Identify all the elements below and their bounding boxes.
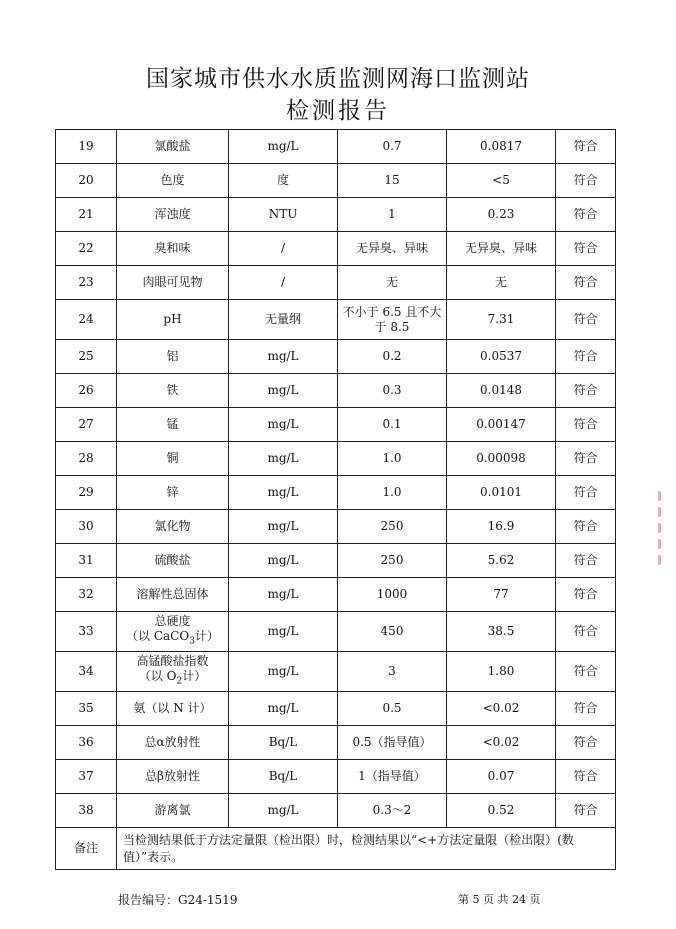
cell-result: 0.52 <box>447 794 556 828</box>
cell-unit: / <box>229 266 338 300</box>
seal-edge-mark <box>656 485 664 605</box>
cell-verdict: 符合 <box>556 652 616 692</box>
cell-verdict: 符合 <box>556 442 616 476</box>
cell-limit: 1（指导值） <box>338 760 447 794</box>
cell-no: 22 <box>56 232 117 266</box>
cell-unit: 度 <box>229 164 338 198</box>
cell-no: 29 <box>56 476 117 510</box>
cell-unit: mg/L <box>229 652 338 692</box>
cell-verdict: 符合 <box>556 232 616 266</box>
page-indicator: 第 5 页 共 24 页 <box>458 893 541 906</box>
cell-item-line1: 总硬度 <box>154 613 191 628</box>
cell-no: 19 <box>56 130 117 164</box>
cell-verdict: 符合 <box>556 612 616 652</box>
table-row <box>56 760 616 794</box>
cell-no: 37 <box>56 760 117 794</box>
cell-no: 23 <box>56 266 117 300</box>
cell-result: 0.0817 <box>447 130 556 164</box>
table-row <box>56 232 616 266</box>
cell-result: 1.80 <box>447 652 556 692</box>
cell-result: 16.9 <box>447 510 556 544</box>
cell-item <box>117 612 229 652</box>
cell-limit: 1.0 <box>338 442 447 476</box>
cell-no: 26 <box>56 374 117 408</box>
table-row <box>56 652 616 692</box>
cell-item: 溶解性总固体 <box>117 578 229 612</box>
cell-limit: 1.0 <box>338 476 447 510</box>
table-row <box>56 130 616 164</box>
cell-verdict: 符合 <box>556 300 616 340</box>
cell-result: <5 <box>447 164 556 198</box>
cell-unit: mg/L <box>229 340 338 374</box>
cell-verdict: 符合 <box>556 726 616 760</box>
cell-limit: 0.3 <box>338 374 447 408</box>
table-row <box>56 510 616 544</box>
cell-no: 33 <box>56 612 117 652</box>
cell-unit: 无量纲 <box>229 300 338 340</box>
cell-limit: 250 <box>338 544 447 578</box>
results-table <box>55 129 616 870</box>
cell-unit: mg/L <box>229 794 338 828</box>
cell-item-line2 <box>119 629 226 649</box>
cell-item: 锌 <box>117 476 229 510</box>
note-label: 备注 <box>56 828 117 870</box>
cell-no: 31 <box>56 544 117 578</box>
cell-item: 浑浊度 <box>117 198 229 232</box>
cell-result: 0.00098 <box>447 442 556 476</box>
table-row <box>56 692 616 726</box>
cell-limit: 250 <box>338 510 447 544</box>
cell-item-line2-sub: 3 <box>189 636 195 647</box>
cell-unit: mg/L <box>229 374 338 408</box>
cell-item: 臭和味 <box>117 232 229 266</box>
cell-unit: Bq/L <box>229 760 338 794</box>
cell-limit: 无异臭、异味 <box>338 232 447 266</box>
table-row <box>56 164 616 198</box>
cell-item: 色度 <box>117 164 229 198</box>
report-number: 报告编号：G24-1519 <box>118 893 238 907</box>
table-row <box>56 198 616 232</box>
cell-result: 无 <box>447 266 556 300</box>
cell-no: 35 <box>56 692 117 726</box>
cell-limit: 0.5 <box>338 692 447 726</box>
cell-unit: mg/L <box>229 476 338 510</box>
cell-limit: 3 <box>338 652 447 692</box>
cell-item: 肉眼可见物 <box>117 266 229 300</box>
cell-limit: 450 <box>338 612 447 652</box>
table-row <box>56 612 616 652</box>
cell-item-line2-post: 计） <box>194 628 219 643</box>
cell-limit: 0.2 <box>338 340 447 374</box>
cell-no: 36 <box>56 726 117 760</box>
cell-item: 氨（以 N 计） <box>117 692 229 726</box>
table-row <box>56 300 616 340</box>
cell-unit: NTU <box>229 198 338 232</box>
cell-result: 0.00147 <box>447 408 556 442</box>
table-row <box>56 794 616 828</box>
cell-item: 氯酸盐 <box>117 130 229 164</box>
table-row <box>56 374 616 408</box>
cell-item-line2-post: 计） <box>182 668 207 683</box>
cell-unit: mg/L <box>229 442 338 476</box>
cell-unit: mg/L <box>229 692 338 726</box>
cell-unit: Bq/L <box>229 726 338 760</box>
cell-limit: 0.1 <box>338 408 447 442</box>
cell-item: 铜 <box>117 442 229 476</box>
cell-unit: mg/L <box>229 544 338 578</box>
cell-result: <0.02 <box>447 692 556 726</box>
cell-item-line2-sub: 2 <box>176 676 183 687</box>
cell-no: 38 <box>56 794 117 828</box>
cell-item-line2 <box>119 669 226 689</box>
cell-limit: 15 <box>338 164 447 198</box>
cell-item: pH <box>117 300 229 340</box>
cell-limit: 0.5（指导值） <box>338 726 447 760</box>
note-row <box>56 828 616 870</box>
cell-item: 铁 <box>117 374 229 408</box>
cell-result: 0.07 <box>447 760 556 794</box>
cell-no: 25 <box>56 340 117 374</box>
cell-item <box>117 652 229 692</box>
cell-result: 5.62 <box>447 544 556 578</box>
cell-item: 硫酸盐 <box>117 544 229 578</box>
cell-item: 铝 <box>117 340 229 374</box>
cell-unit: / <box>229 232 338 266</box>
cell-result: 0.0101 <box>447 476 556 510</box>
table-row <box>56 442 616 476</box>
cell-item-line2-pre: （以 CaCO <box>126 628 190 643</box>
cell-verdict: 符合 <box>556 794 616 828</box>
cell-verdict: 符合 <box>556 198 616 232</box>
cell-verdict: 符合 <box>556 164 616 198</box>
table-row <box>56 726 616 760</box>
cell-verdict: 符合 <box>556 374 616 408</box>
cell-verdict: 符合 <box>556 544 616 578</box>
cell-result: 0.0537 <box>447 340 556 374</box>
cell-result: 7.31 <box>447 300 556 340</box>
cell-item-line1: 高锰酸盐指数 <box>136 653 209 668</box>
cell-no: 32 <box>56 578 117 612</box>
cell-no: 20 <box>56 164 117 198</box>
table-row <box>56 408 616 442</box>
cell-verdict: 符合 <box>556 692 616 726</box>
report-station-title: 国家城市供水水质监测网海口监测站 <box>146 66 530 92</box>
cell-unit: mg/L <box>229 408 338 442</box>
cell-limit: 1000 <box>338 578 447 612</box>
cell-result: 0.23 <box>447 198 556 232</box>
cell-item: 游离氯 <box>117 794 229 828</box>
table-row <box>56 476 616 510</box>
cell-unit: mg/L <box>229 510 338 544</box>
cell-no: 27 <box>56 408 117 442</box>
cell-verdict: 符合 <box>556 408 616 442</box>
cell-no: 21 <box>56 198 117 232</box>
cell-verdict: 符合 <box>556 510 616 544</box>
table-row <box>56 544 616 578</box>
cell-result: 0.0148 <box>447 374 556 408</box>
cell-limit: 1 <box>338 198 447 232</box>
cell-verdict: 符合 <box>556 340 616 374</box>
cell-no: 34 <box>56 652 117 692</box>
cell-limit: 0.3～2 <box>338 794 447 828</box>
cell-limit: 0.7 <box>338 130 447 164</box>
cell-limit: 不小于 6.5 且不大于 8.5 <box>338 300 447 340</box>
note-text: 当检测结果低于方法定量限（检出限）时，检测结果以“<+方法定量限（检出限）(数值）”表示。 <box>117 828 616 870</box>
table-row <box>56 578 616 612</box>
cell-verdict: 符合 <box>556 130 616 164</box>
cell-item: 锰 <box>117 408 229 442</box>
cell-verdict: 符合 <box>556 760 616 794</box>
table-row <box>56 266 616 300</box>
table-row <box>56 340 616 374</box>
cell-no: 28 <box>56 442 117 476</box>
cell-result: <0.02 <box>447 726 556 760</box>
cell-limit: 无 <box>338 266 447 300</box>
cell-item: 氯化物 <box>117 510 229 544</box>
cell-no: 24 <box>56 300 117 340</box>
cell-result: 77 <box>447 578 556 612</box>
cell-no: 30 <box>56 510 117 544</box>
cell-item: 总α放射性 <box>117 726 229 760</box>
cell-result: 无异臭、异味 <box>447 232 556 266</box>
cell-item-line2-pre: （以 O <box>138 668 177 683</box>
cell-verdict: 符合 <box>556 476 616 510</box>
cell-unit: mg/L <box>229 612 338 652</box>
cell-result: 38.5 <box>447 612 556 652</box>
cell-unit: mg/L <box>229 130 338 164</box>
cell-verdict: 符合 <box>556 266 616 300</box>
cell-unit: mg/L <box>229 578 338 612</box>
report-title: 检测报告 <box>286 98 390 124</box>
cell-item: 总β放射性 <box>117 760 229 794</box>
cell-verdict: 符合 <box>556 578 616 612</box>
